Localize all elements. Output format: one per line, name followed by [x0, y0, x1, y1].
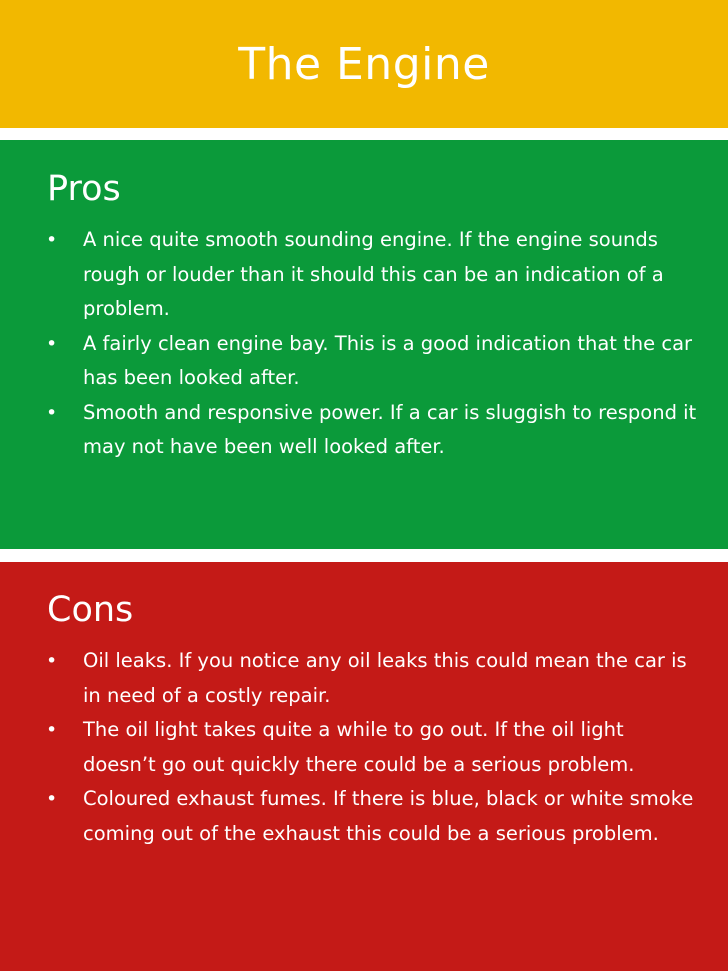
pros-item [47, 223, 698, 327]
cons-item-text: The oil light takes quite a while to go out. If the oil light doesn’t go out quickly there could be a serious problem. [83, 718, 635, 776]
bullet-icon: • [46, 229, 58, 251]
cons-item-text: Oil leaks. If you notice any oil leaks this could mean the car is in need of a costly repair. [83, 649, 687, 707]
pros-item [47, 396, 698, 465]
bullet-icon: • [46, 788, 58, 810]
cons-item [47, 713, 698, 782]
pros-item [47, 327, 698, 396]
cons-panel [0, 562, 728, 971]
pros-item-text: A nice quite smooth sounding engine. If the engine sounds rough or louder than it should this can be an indication of a problem. [83, 228, 664, 320]
cons-list [47, 644, 698, 851]
cons-heading: Cons [47, 590, 134, 630]
cons-item [47, 644, 698, 713]
bullet-icon: • [46, 332, 58, 355]
pros-list [47, 223, 698, 465]
pros-panel [0, 140, 728, 549]
pros-item-text: Smooth and responsive power. If a car is sluggish to respond it may not have been well looked after. [83, 400, 697, 458]
pros-heading: Pros [47, 169, 121, 209]
bullet-icon: • [46, 401, 58, 424]
bullet-icon: • [46, 719, 58, 741]
bullet-icon: • [46, 650, 58, 672]
title-banner [0, 0, 728, 128]
cons-item-text: Coloured exhaust fumes. If there is blue, black or white smoke coming out of the exhaust this could be a serious problem. [83, 787, 694, 845]
cons-item [47, 782, 698, 851]
pros-item-text: A fairly clean engine bay. This is a good indication that the car has been looked after. [83, 331, 693, 389]
slide-title: The Engine [238, 39, 490, 90]
